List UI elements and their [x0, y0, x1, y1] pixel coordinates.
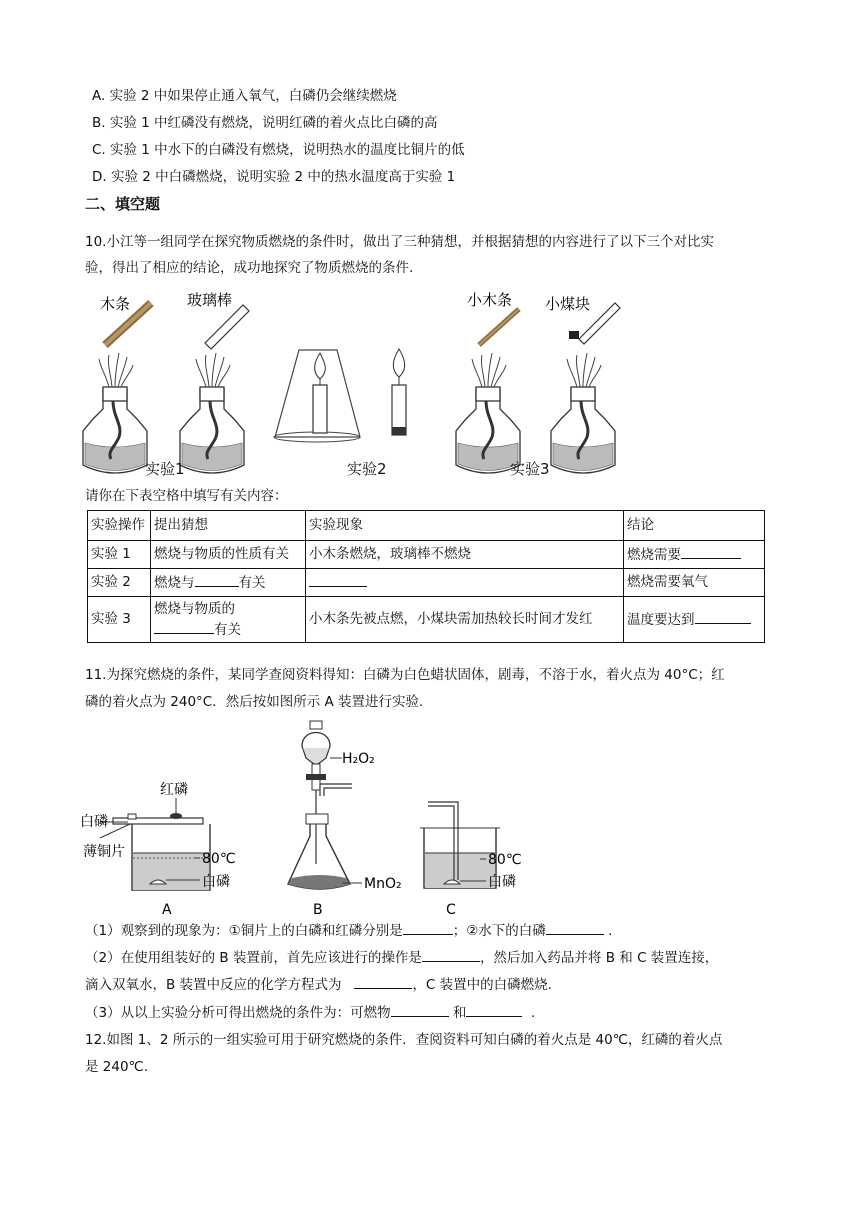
q12-line2: 是 240℃. — [85, 1059, 149, 1075]
label-temp-c: 80℃ — [488, 852, 522, 868]
option-d: D. 实验 2 中白磷燃烧，说明实验 2 中的热水温度高于实验 1 — [92, 169, 456, 185]
answer-blank[interactable] — [354, 974, 412, 989]
cell-op: 实验 3 — [88, 597, 151, 643]
cell-phenomenon: 小木条燃烧，玻璃棒不燃烧 — [306, 541, 624, 569]
th-operation: 实验操作 — [88, 511, 151, 541]
q11-line2: 磷的着火点为 240°C．然后按如图所示 A 装置进行实验. — [85, 694, 424, 710]
label-baotongpian: 薄铜片 — [83, 844, 125, 860]
caption-exp1: 实验1 — [145, 460, 185, 478]
part3-and: 和 — [452, 1005, 467, 1021]
section-title: 二、填空题 — [85, 195, 161, 213]
hypothesis-text: 燃烧与 — [154, 575, 195, 591]
hypothesis-text-end: 有关 — [214, 621, 241, 638]
caption-a: A — [162, 902, 172, 918]
part2-text-4: ，C 装置中的白磷燃烧. — [412, 977, 552, 993]
label-mno2: MnO₂ — [364, 876, 402, 892]
part1-end: . — [608, 923, 613, 939]
label-boli: 玻璃棒 — [187, 291, 233, 309]
answer-blank[interactable] — [309, 572, 367, 587]
answer-blank[interactable] — [195, 572, 239, 587]
cell-conclusion — [624, 597, 765, 643]
conclusion-text: 燃烧需要 — [627, 547, 681, 563]
hypothesis-text-end: 有关 — [238, 575, 266, 591]
part2-text-2: ，然后加入药品并将 B 和 C 装置连接， — [479, 950, 719, 966]
answer-blank[interactable] — [422, 947, 480, 962]
cell-op: 实验 1 — [88, 541, 151, 569]
table-row — [88, 569, 765, 597]
label-mutiao: 木条 — [100, 295, 131, 313]
answer-blank[interactable] — [154, 619, 214, 634]
cell-hypothesis: 燃烧与物质的性质有关 — [151, 541, 306, 569]
th-hypothesis: 提出猜想 — [151, 511, 306, 541]
label-bailin-c: 白磷 — [488, 874, 516, 890]
part1-text-2: ；②水下的白磷 — [452, 923, 546, 939]
cell-phenomenon: 小木条先被点燃，小煤块需加热较长时间才发红 — [306, 597, 624, 643]
label-xiaomutiao: 小木条 — [467, 291, 513, 309]
label-temp-a: 80℃ — [202, 851, 236, 867]
label-xiaomeikuai: 小煤块 — [545, 295, 591, 313]
cell-conclusion — [624, 541, 765, 569]
label-bailin-a: 白磷 — [202, 874, 230, 890]
answer-blank[interactable] — [546, 920, 604, 935]
part1-text: （1）观察到的现象为：①铜片上的白磷和红磷分别是 — [85, 923, 403, 939]
th-conclusion: 结论 — [624, 511, 765, 541]
experiment-table — [87, 510, 765, 643]
q11-line1: 11.为探究燃烧的条件，某同学查阅资料得知：白磷为白色蜡状固体，剧毒，不溶于水，着火点为 40°C；红 — [85, 667, 725, 683]
cell-op: 实验 2 — [88, 569, 151, 597]
label-bailin-top: 白磷 — [80, 814, 108, 830]
q10-figure — [75, 285, 635, 485]
hypothesis-text: 燃烧与物质的 — [154, 600, 235, 617]
table-row — [88, 541, 765, 569]
q12-line1: 12.如图 1、2 所示的一组实验可用于研究燃烧的条件．查阅资料可知白磷的着火点是 40℃，红磷的着火点 — [85, 1032, 723, 1048]
caption-exp3: 实验3 — [510, 460, 550, 478]
label-h2o2: H₂O₂ — [342, 751, 375, 767]
part2-text-3: 滴入双氧水，B 装置中反应的化学方程式为 — [85, 977, 342, 993]
part3-end: . — [530, 1005, 536, 1021]
cell-conclusion: 燃烧需要氧气 — [624, 569, 765, 597]
answer-blank[interactable] — [695, 609, 751, 624]
answer-blank[interactable] — [681, 544, 741, 559]
conclusion-text: 温度要达到 — [627, 612, 695, 628]
caption-b: B — [313, 902, 323, 918]
caption-c: C — [446, 902, 456, 918]
q10-line1: 10.小江等一组同学在探究物质燃烧的条件时，做出了三种猜想，并根据猜想的内容进行了以下三个对比实 — [85, 234, 714, 250]
th-phenomenon: 实验现象 — [306, 511, 624, 541]
answer-blank[interactable] — [403, 920, 453, 935]
cell-phenomenon — [306, 569, 624, 597]
table-intro: 请你在下表空格中填写有关内容： — [85, 488, 288, 504]
q11-part2-line1 — [85, 947, 718, 968]
q11-part3 — [85, 1002, 535, 1023]
q11-part2-line2 — [85, 974, 552, 995]
part3-text: （3）从以上实验分析可得出燃烧的条件为：可燃物 — [85, 1005, 391, 1021]
q10-line2: 验，得出了相应的结论，成功地探究了物质燃烧的条件. — [85, 260, 414, 276]
q11-figure — [80, 718, 550, 918]
option-a: A. 实验 2 中如果停止通入氧气，白磷仍会继续燃烧 — [92, 88, 397, 104]
q11-part1 — [85, 920, 612, 941]
option-c: C. 实验 1 中水下的白磷没有燃烧，说明热水的温度比铜片的低 — [92, 142, 465, 158]
answer-blank[interactable] — [391, 1002, 449, 1017]
cell-hypothesis — [151, 569, 306, 597]
label-honglin: 红磷 — [160, 782, 188, 798]
option-b: B. 实验 1 中红磷没有燃烧，说明红磷的着火点比白磷的高 — [92, 115, 438, 131]
part2-text: （2）在使用组装好的 B 装置前，首先应该进行的操作是 — [85, 950, 422, 966]
table-row — [88, 597, 765, 643]
caption-exp2: 实验2 — [347, 460, 387, 478]
answer-blank[interactable] — [466, 1002, 522, 1017]
cell-hypothesis — [151, 597, 306, 643]
